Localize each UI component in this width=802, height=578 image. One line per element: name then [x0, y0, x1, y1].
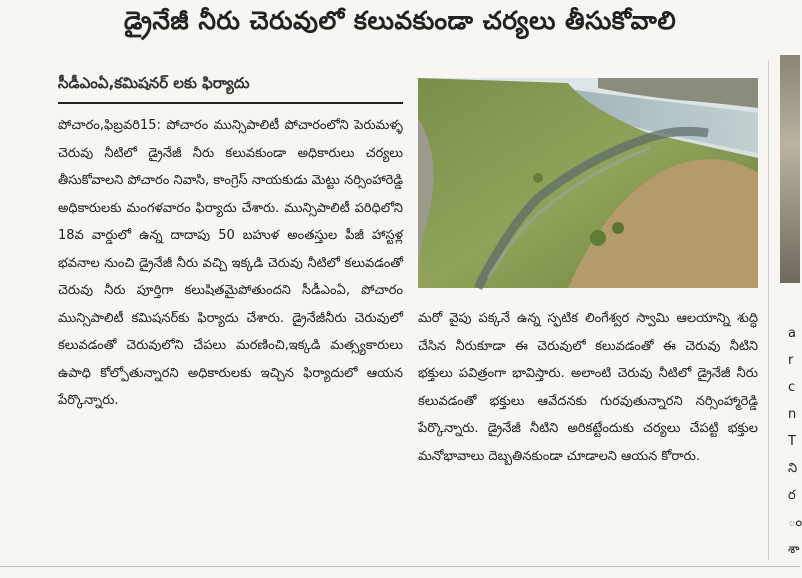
- article-continuation: మరో వైపు పక్కనే ఉన్న స్ఫటిక లింగేశ్వర స్వామి ఆలయాన్ని శుద్ధి చేసిన నీరుకూడా ఈ చెరువులో కలువడంతో ఈ చెరువు నీటిని భక్తులు పవిత్రంగా భావిస్తారు. అలాంటి చెరువు నీటిలో డ్రైనేజీ నీరు కలువడంతో భక్తులు ఆవేదనకు గురవుతున్నారని నర్సింహ్మారెడ్డి పేర్కొన్నారు. డ్రైనేజీ నీటిని అరికట్టేందుకు చర్యలు చేపట్టి భక్తుల మనోభావాలు దెబ్బతినకుండా చూడాలని ఆయన కోరారు.: [418, 311, 758, 464]
- subheadline: సీడీఎంఏ,కమిషనర్ లకు ఫిర్యాదు: [58, 74, 250, 92]
- subheadline-rule: [58, 102, 403, 104]
- pond-photo-illustration: [418, 78, 758, 288]
- article-continuation-column: [418, 292, 758, 483]
- article-body: పోచారం,ఫిబ్రవరి15: పోచారం మున్సిపాలిటీ పోచారంలోని పెరుమళ్ళ చెరువు నీటిలో డ్రైనేజీ నీరు కలువకుండా అధికారులు చర్యలు తీసుకోవాలని పోచారం నివాసి, కాంగ్రెస్ నాయకుడు మెట్టు నర్సింహారెడ్డి అధికారులకు మంగళవారం ఫిర్యాదు చేశారు. మున్సిపాలిటీ పరిధిలోని 18వ వార్డులో ఉన్న దాదాపు 50 బహుళ అంతస్తుల పీజీ హాస్టళ్ల భవనాల నుంచి డ్రైనేజీ నీరు వచ్చి ఇక్కడి చెరువు నీటిలో కలువడంతో చెరువు నీరు పూర్తిగా కలుషితమైపోతుందని సీడీఎంఏ, పోచారం మున్సిపాలిటీ కమిషనర్‌కు ఫిర్యాదు చేశారు. డ్రైనేజీనీరు చెరువులో కలువడంతో చెరువులోని చేపలు మరణించి,ఇక్కడి మత్స్యకారులు ఉపాధి కోల్పోతున్నారని అధికారులకు ఇచ్చిన ఫిర్యాదులో ఆయన పేర్కొన్నారు.: [58, 118, 403, 408]
- news-photo: [418, 78, 758, 288]
- column-divider: [768, 60, 769, 560]
- page-bottom-rule: [0, 566, 800, 567]
- adjacent-photo-crop: [780, 55, 800, 283]
- article-body-column: [58, 112, 403, 415]
- adjacent-article-text-crop: a r c n T ని ర ం శా: [788, 326, 802, 557]
- headline: డ్రైనేజీ నీరు చెరువులో కలువకుండా చర్యలు తీసుకోవాలి: [123, 6, 677, 35]
